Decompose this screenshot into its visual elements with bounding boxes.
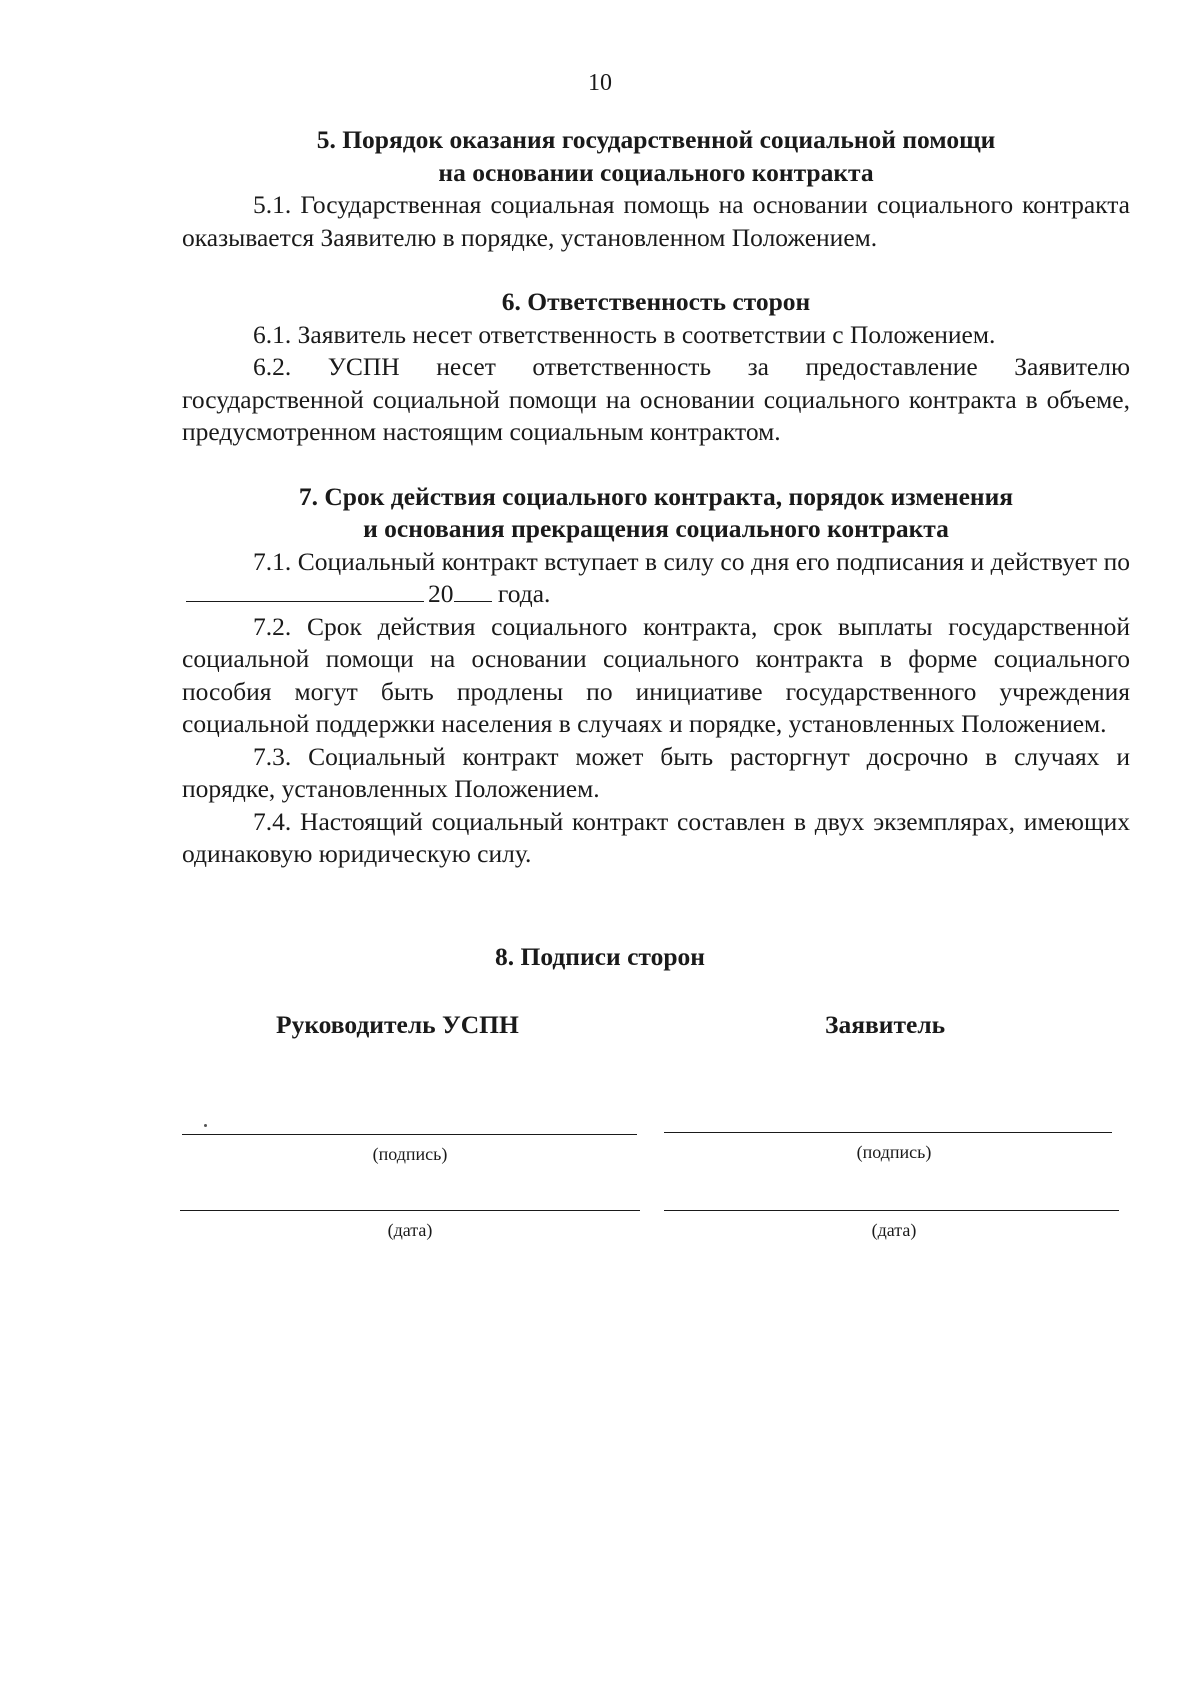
year-blank [454,579,492,602]
paragraph-6-2: 6.2. УСПН несет ответственность за предоставление Заявителю государственной социальной помощи на основании социального контракта в объеме, предусмотренном настоящим социальным контрактом. [182,352,1130,446]
section8-heading: 8. Подписи сторон [495,942,705,971]
year-prefix: 20 [428,579,454,608]
right-signature-caption: (подпись) [856,1142,932,1162]
paragraph-7-2: 7.2. Срок действия социального контракта, срок выплаты государственной социальной помощи на основании социального контракта в форме социального пособия могут быть продлены по инициативе государственного учреждения социальной поддержки населения в случаях и порядке, установленных Положением. [182,611,1130,738]
section5-heading-line2: на основании социального контракта [438,157,874,187]
spacer [182,449,1130,481]
section7-heading-line2: и основания прекращения социального контракта [363,514,949,543]
left-signature-caption: (подпись) [372,1144,448,1164]
end-date-blank [186,579,424,602]
section6-heading: 6. Ответственность сторон [501,287,811,316]
spacer [182,254,1130,286]
right-date-caption: (дата) [871,1220,917,1240]
paragraph-5-1: 5.1. Государственная социальная помощь на основании социального контракта оказывается Заявителю в порядке, установленном Положением. [182,190,1130,252]
paragraph-7-3: 7.3. Социальный контракт может быть расторгнут досрочно в случаях и порядке, установленных Положением. [182,741,1130,803]
scan-speck [204,1124,207,1127]
left-signatory-title: Руководитель УСПН [276,1010,519,1039]
right-signatory-title: Заявитель [825,1010,946,1039]
left-date-line [180,1210,640,1211]
section5-heading-line1: 5. Порядок оказания государственной социальной помощи [316,125,996,154]
paragraph-7-1 [182,546,1130,611]
page-number: 10 [588,70,612,96]
year-suffix: года. [497,579,551,608]
paragraph-6-1: 6.1. Заявитель несет ответственность в соответствии с Положением. [253,319,996,349]
document-body [182,124,1130,871]
section7-heading-line1: 7. Срок действия социального контракта, порядок изменения [298,481,1014,511]
right-date-line [664,1210,1119,1211]
paragraph-7-1-text: 7.1. Социальный контракт вступает в силу со дня его подписания и действует по [253,546,1130,576]
left-signature-line [182,1134,637,1135]
right-signature-line [664,1132,1112,1133]
left-date-caption: (дата) [387,1220,433,1240]
paragraph-7-4: 7.4. Настоящий социальный контракт составлен в двух экземплярах, имеющих одинаковую юридическую силу. [182,806,1130,868]
